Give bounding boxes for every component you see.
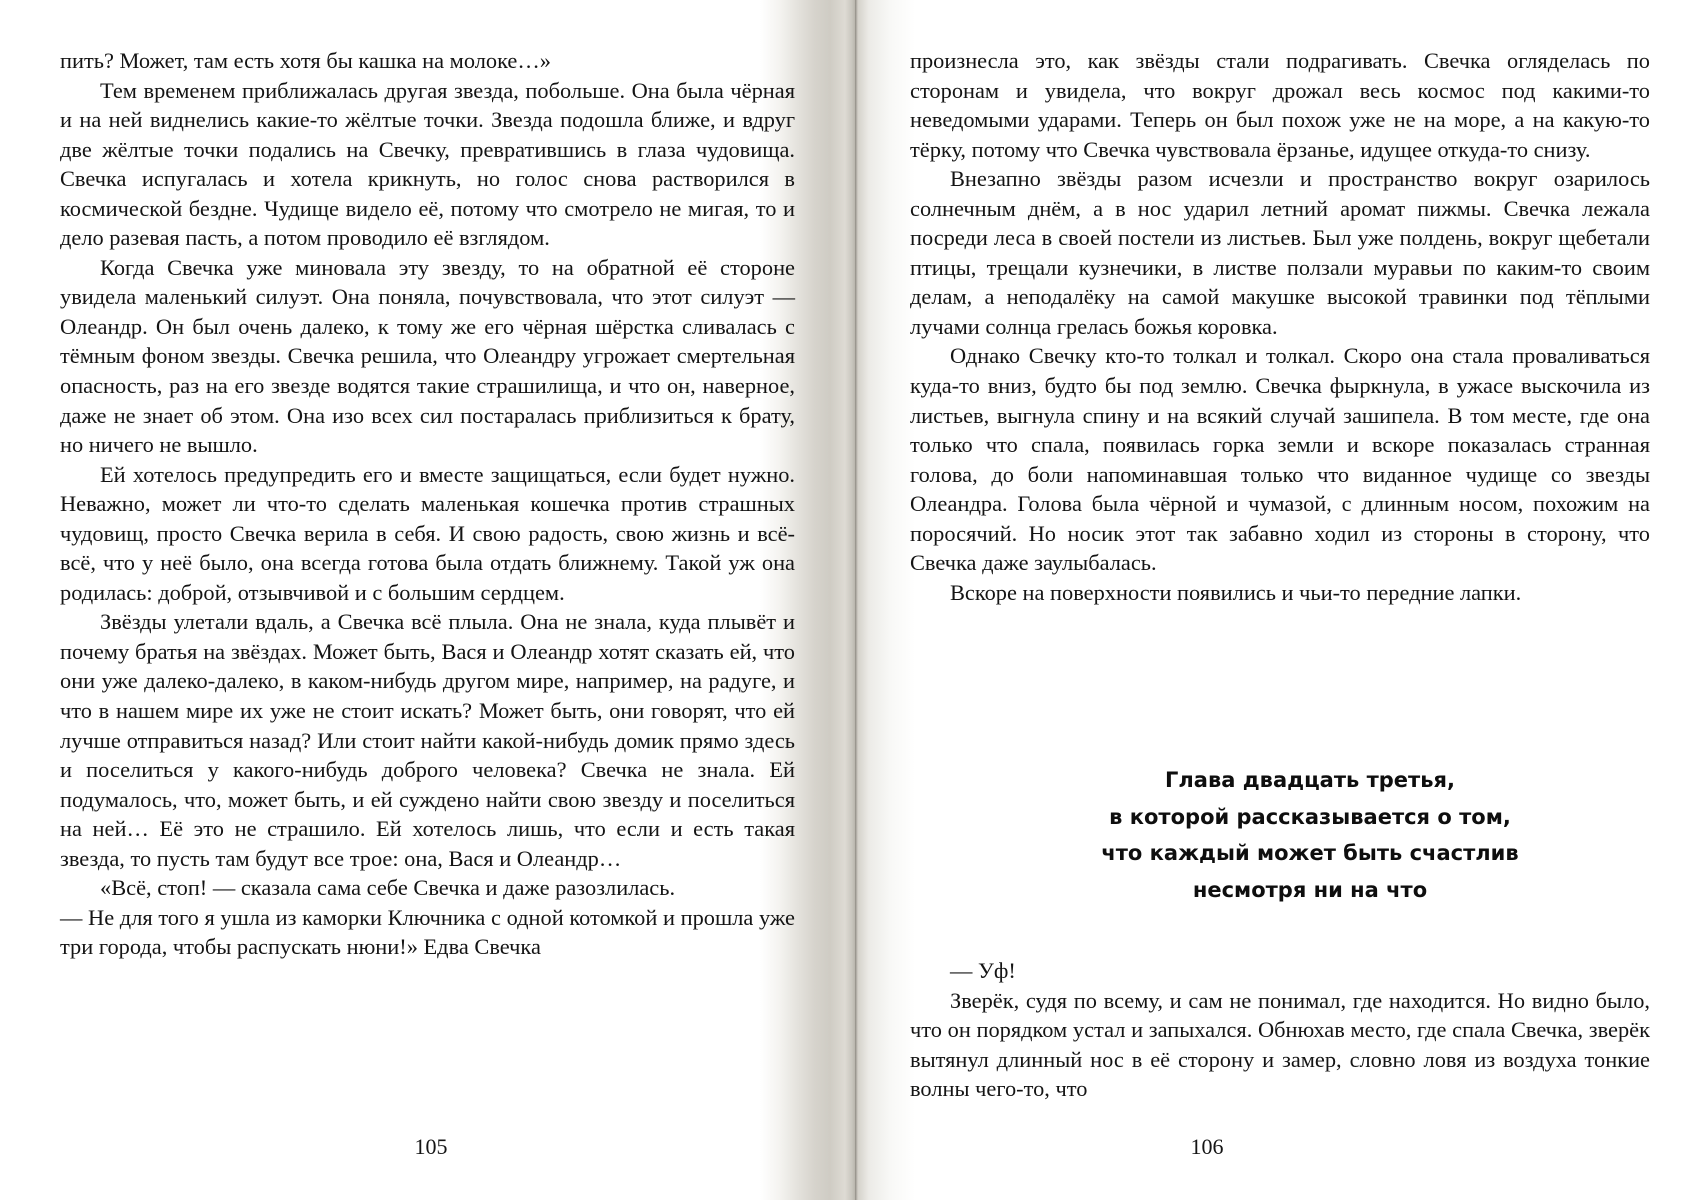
page-number-left: 105 — [414, 1134, 448, 1159]
chapter-heading — [1000, 762, 1620, 908]
paragraph: произнесла это, как звёзды стали подрагивать. Свечка огляделась по сторонам и увидела, что вокруг дрожал весь космос под какими-то неведомыми ударами. Теперь он был похож уже не на море, а на какую-то тёрку, потому что Свечка чувствовала ёрзанье, идущее откуда-то снизу. — [910, 48, 1650, 162]
paragraph: Вскоре на поверхности появились и чьи-то передние лапки. — [950, 579, 1522, 605]
paragraph: Ей хотелось предупредить его и вместе защищаться, если будет нужно. Неважно, может ли что-то сделать маленькая кошечка против страшных чудовищ, просто Свечка верила в себя. И свою радость, свою жизнь и всё-всё, что у неё было, она всегда готова была отдать ближнему. Такой уж она родилась: доброй, отзывчивой и с большим сердцем. — [60, 461, 795, 605]
page-number-right: 106 — [1190, 1134, 1224, 1159]
paragraph: — Уф! — [950, 958, 1016, 983]
paragraph: Зверёк, судя по всему, и сам не понимал, где находится. Но видно было, что он порядком устал и запыхался. Обнюхав место, где спала Свечка, зверёк вытянул длинный нос в её сторону и замер, словно ловя из воздуха тонкие волны чего-то, что — [910, 987, 1650, 1102]
paragraph: — Не для того я ушла из каморки Ключника с одной котомкой и прошла уже три города, чтобы распускать нюни!» Едва Свечка — [60, 904, 795, 960]
chapter-heading-line: несмотря ни на что — [1192, 877, 1428, 902]
chapter-body-text — [910, 956, 1650, 1104]
paragraph: Однако Свечку кто-то толкал и толкал. Скоро она стала проваливаться куда-то вниз, будто бы под землю. Свечка фыркнула, в ужасе выскочила из листьев, выгнула спину и на всякий случай зашипела. В том месте, где она только что спала, появилась горка земли и вскоре показалась странная голова, до боли напоминавшая только что виданное чудище со звезды Олеандра. Голова была чёрной и чумазой, с длинным носом, похожим на поросячий. Но носик этот так забавно ходил из стороны в сторону, что Свечка даже заулыбалась. — [910, 343, 1650, 576]
right-page-text — [910, 46, 1650, 607]
paragraph: пить? Может, там есть хотя бы кашка на молоке…» — [60, 48, 551, 73]
paragraph: Звёзды улетали вдаль, а Свечка всё плыла. Она не знала, куда плывёт и почему братья на звёздах. Может быть, Вася и Олеандр хотят сказать ей, что они уже далеко-далеко, в каком-нибудь другом мире, например, на радуге, и что в нашем мире их уже не стоит искать? Может быть, они говорят, что ей лучше отправиться назад? Или стоит найти какой-нибудь домик прямо здесь и поселиться у какого-нибудь доброго человека? Свечка не знала. Ей подумалось, что, может быть, и ей суждено найти свою звезду и поселиться на ней… Её это не страшило. Ей хотелось лишь, что если и есть такая звезда, то пусть там будут все трое: она, Вася и Олеандр… — [60, 609, 795, 871]
paragraph: Внезапно звёзды разом исчезли и пространство вокруг озарилось солнечным днём, а в нос ударил летний аромат пижмы. Свечка лежала посреди леса в своей постели из листьев. Был уже полдень, вокруг щебетали птицы, трещали кузнечики, в листве ползали муравьи по каким-то своим делам, а неподалёку на самой макушке высокой травинки под тёплыми лучами солнца грелась божья коровка. — [910, 166, 1650, 339]
chapter-heading-line: что каждый может быть счастлив — [1101, 841, 1519, 865]
chapter-heading-line: Глава двадцать третья, — [1165, 768, 1455, 792]
paragraph: Когда Свечка уже миновала эту звезду, то на обратной её стороне увидела маленький силуэт. Она поняла, почувствовала, что этот силуэт — Олеандр. Он был очень далеко, к тому же его чёрная шёрстка сливалась с тёмным фоном звезды. Свечка решила, что Олеандру угрожает смертельная опасность, раз на его звезде водятся такие страшилища, и что он, наверное, даже не знает об этом. Она изо всех сил постаралась приблизиться к брату, но ничего не вышло. — [60, 254, 795, 458]
chapter-heading-line: в которой рассказывается о том, — [1109, 804, 1511, 829]
left-page-text — [60, 46, 795, 962]
paragraph: «Всё, стоп! — сказала сама себе Свечка и даже разозлилась. — [100, 875, 676, 901]
paragraph: Тем временем приближалась другая звезда, побольше. Она была чёрная и на ней виднелись какие-то жёлтые точки. Звезда подошла ближе, и вдруг две жёлтые точки подались на Свечку, превратившись в глаза чудовища. Свечка испугалась и хотела крикнуть, но голос снова растворился в космической бездне. Чудище видело её, потому что смотрело не мигая, то и дело разевая пасть, а потом проводило её взглядом. — [60, 77, 795, 251]
